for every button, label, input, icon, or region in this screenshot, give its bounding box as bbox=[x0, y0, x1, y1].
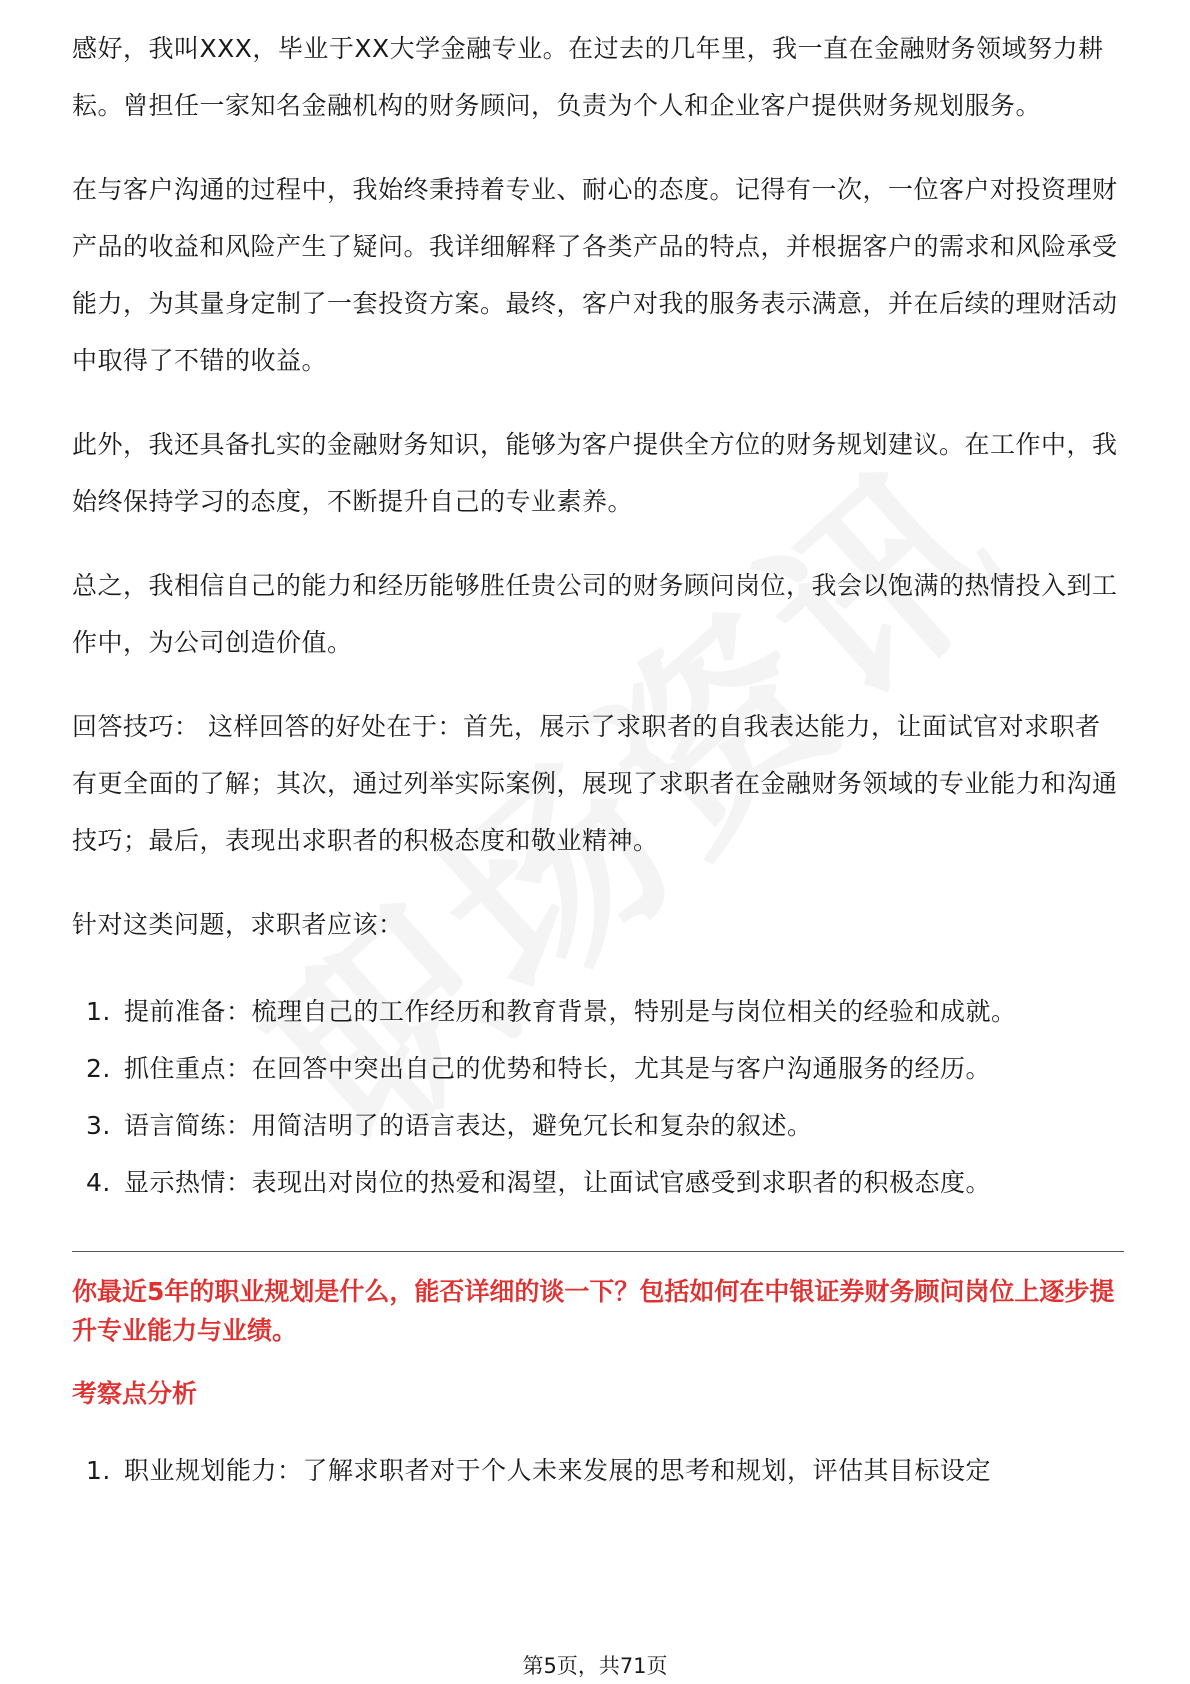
list-number: 3. bbox=[86, 1111, 111, 1140]
list-text: 抓住重点：在回答中突出自己的优势和特长，尤其是与客户沟通服务的经历。 bbox=[124, 1054, 992, 1083]
list-item bbox=[72, 1097, 1124, 1154]
section-title: 考察点分析 bbox=[72, 1379, 198, 1408]
list-item bbox=[72, 1040, 1124, 1097]
document-page bbox=[72, 0, 1124, 1684]
list-item bbox=[72, 1154, 1124, 1211]
list-text: 显示热情：表现出对岗位的热爱和渴望，让面试官感受到求职者的积极态度。 bbox=[124, 1168, 992, 1197]
paragraph-intro: 感好，我叫XXX，毕业于XX大学金融专业。在过去的几年里，我一直在金融财务领域努力耕耘。曾担任一家知名金融机构的财务顾问，负责为个人和企业客户提供财务规划服务。 bbox=[72, 34, 1104, 120]
paragraph-advice-intro: 针对这类问题，求职者应该： bbox=[72, 910, 404, 939]
paragraph-communication: 在与客户沟通的过程中，我始终秉持着专业、耐心的态度。记得有一次，一位客户对投资理财产品的收益和风险产生了疑问。我详细解释了各类产品的特点，并根据客户的需求和风险承受能力，为其量身定制了一套投资方案。最终，客户对我的服务表示满意，并在后续的理财活动中取得了不错的收益。 bbox=[72, 175, 1118, 375]
paragraph-conclusion: 总之，我相信自己的能力和经历能够胜任贵公司的财务顾问岗位，我会以饱满的热情投入到工作中，为公司创造价值。 bbox=[72, 571, 1118, 657]
page-footer: 第5页，共71页 bbox=[522, 1654, 668, 1678]
list-number: 1. bbox=[86, 997, 111, 1026]
list-text: 提前准备：梳理自己的工作经历和教育背景，特别是与岗位相关的经验和成就。 bbox=[124, 997, 1017, 1026]
list-number: 4. bbox=[86, 1168, 111, 1197]
list-item bbox=[72, 983, 1124, 1040]
paragraph-answer-tips: 回答技巧： 这样回答的好处在于：首先，展示了求职者的自我表达能力，让面试官对求职者有更全面的了解；其次，通过列举实际案例，展现了求职者在金融财务领域的专业能力和沟通技巧；最后，表现出求职者的积极态度和敬业精神。 bbox=[72, 712, 1118, 855]
list-text: 职业规划能力：了解求职者对于个人未来发展的思考和规划，评估其目标设定 bbox=[124, 1456, 992, 1485]
analysis-list bbox=[72, 1442, 1124, 1499]
interview-question: 你最近5年的职业规划是什么，能否详细的谈一下？包括如何在中银证券财务顾问岗位上逐步提升专业能力与业绩。 bbox=[72, 1277, 1115, 1345]
paragraph-knowledge: 此外，我还具备扎实的金融财务知识，能够为客户提供全方位的财务规划建议。在工作中，我始终保持学习的态度，不断提升自己的专业素养。 bbox=[72, 430, 1118, 516]
section-divider bbox=[72, 1251, 1124, 1252]
tips-list bbox=[72, 983, 1124, 1211]
list-number: 1. bbox=[86, 1456, 111, 1485]
list-text: 语言简练：用简洁明了的语言表达，避免冗长和复杂的叙述。 bbox=[124, 1111, 813, 1140]
list-number: 2. bbox=[86, 1054, 111, 1083]
list-item bbox=[72, 1442, 1124, 1499]
